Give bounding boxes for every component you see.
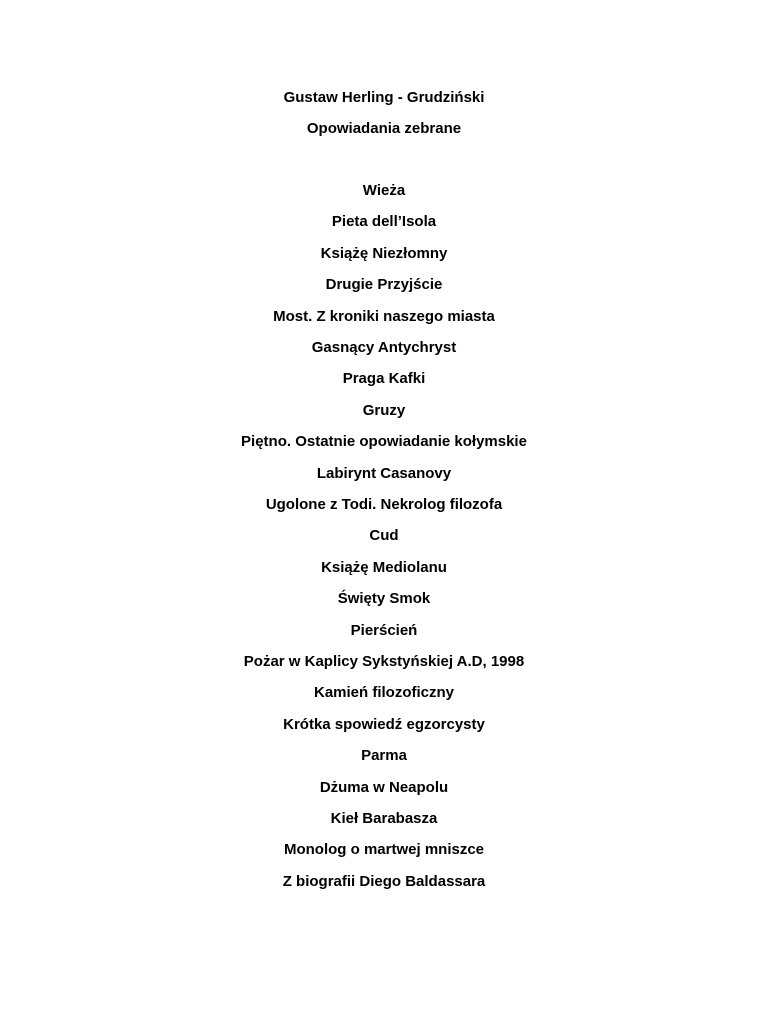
story-title: Monolog o martwej mniszce [283, 841, 485, 859]
story-title: Pożar w Kaplicy Sykstyńskiej A.D, 1998 [243, 653, 525, 670]
collection-title: Opowiadania zebrane [306, 120, 462, 137]
story-title: Gasnący Antychryst [311, 339, 457, 356]
story-title: Książę Niezłomny [320, 244, 448, 262]
story-title: Most. Z kroniki naszego miasta [273, 307, 495, 325]
author-heading: Gustaw Herling - Grudziński [283, 89, 485, 106]
story-title: Książę Mediolanu [321, 558, 447, 576]
story-title: Dżuma w Neapolu [319, 778, 449, 796]
story-title: Kieł Barabasza [330, 810, 438, 827]
story-title: Pierścień [350, 621, 418, 639]
story-title: Praga Kafki [342, 370, 426, 388]
story-title: Pieta dell’Isola [331, 213, 437, 231]
story-title: Drugie Przyjście [325, 276, 443, 294]
story-title: Labirynt Casanovy [316, 464, 452, 482]
story-title: Piętno. Ostatnie opowiadanie kołymskie [241, 433, 527, 451]
story-title: Parma [361, 747, 407, 765]
story-title: Święty Smok [337, 590, 431, 608]
story-title: Ugolone z Todi. Nekrolog filozofa [265, 496, 503, 513]
story-title: Krótka spowiedź egzorcysty [283, 715, 485, 733]
story-title: Z biografii Diego Baldassara [282, 872, 486, 890]
story-title: Wieża [362, 182, 406, 199]
story-title: Kamień filozoficzny [313, 684, 455, 702]
story-title: Cud [369, 527, 399, 545]
story-title: Gruzy [362, 401, 406, 419]
